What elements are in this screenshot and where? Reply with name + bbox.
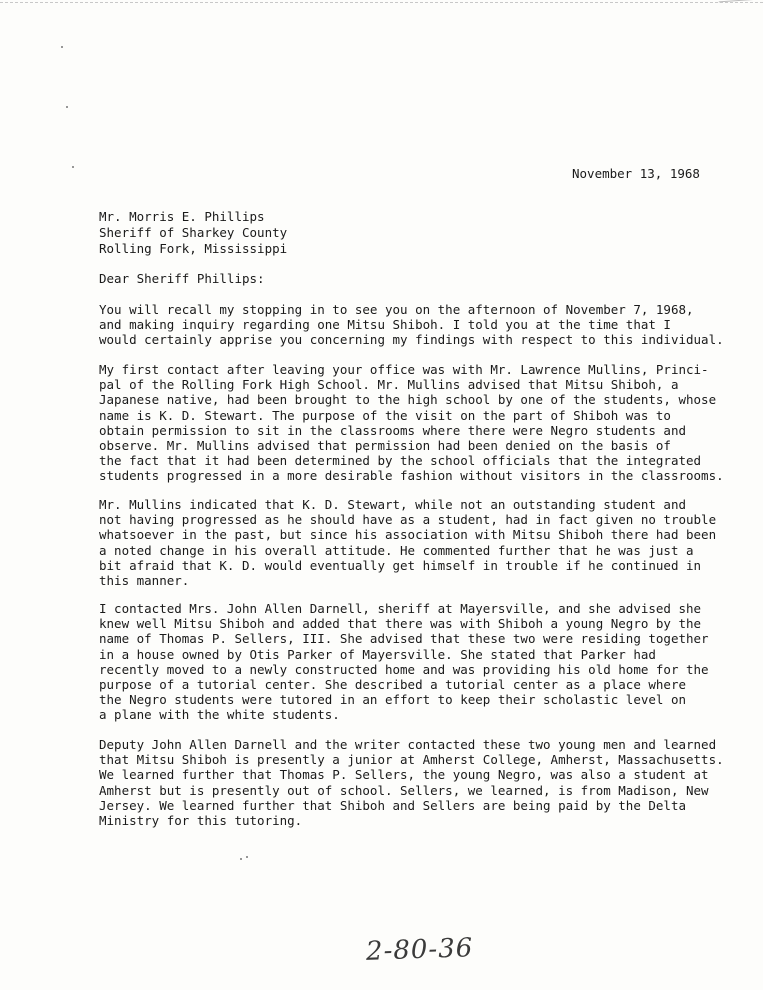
- paragraph-1: [99, 302, 724, 348]
- text-line: in a house owned by Otis Parker of Mayersville. She stated that Parker had: [99, 646, 656, 662]
- letter-date: November 13, 1968: [572, 166, 700, 181]
- text-line: name of Thomas P. Sellers, III. She advised that these two were residing together: [99, 631, 709, 647]
- text-line: Jersey. We learned further that Shiboh and Sellers are being paid by the Delta: [99, 797, 686, 813]
- text-line: We learned further that Thomas P. Sellers, the young Negro, was also a student at: [99, 767, 709, 783]
- text-line: You will recall my stopping in to see you on the afternoon of November 7, 1968,: [99, 302, 694, 317]
- text-line: Japanese native, had been brought to the high school by one of the students, whose: [99, 392, 717, 408]
- text-line: Deputy John Allen Darnell and the writer contacted these two young men and learned: [99, 737, 717, 752]
- text-line: recently moved to a newly constructed home and was providing his old home for the: [99, 661, 709, 677]
- salutation: Dear Sheriff Phillips:: [99, 271, 265, 286]
- text-line: students progressed in a more desirable fashion without visitors in the classrooms.: [99, 468, 724, 484]
- text-line: Ministry for this tutoring.: [99, 813, 303, 829]
- paragraph-4: [99, 601, 709, 723]
- paragraph-2: [99, 362, 724, 484]
- text-line: a plane with the white students.: [99, 707, 340, 723]
- text-line: obtain permission to sit in the classrooms where there were Negro students and: [99, 422, 686, 438]
- address-line: Rolling Fork, Mississippi: [99, 241, 288, 256]
- text-line: a noted change in his overall attitude. He commented further that he was just a: [99, 542, 694, 558]
- paper-speck: [66, 106, 68, 108]
- text-line: I contacted Mrs. John Allen Darnell, sheriff at Mayersville, and she advised she: [99, 601, 702, 616]
- recipient-address: [99, 209, 287, 257]
- text-line: pal of the Rolling Fork High School. Mr. Mullins advised that Mitsu Shiboh, a: [99, 377, 679, 393]
- text-line: Amherst but is presently out of school. Sellers, we learned, is from Madison, New: [99, 782, 709, 798]
- handwritten-file-number: 2-80-36: [365, 933, 474, 967]
- text-line: whatsoever in the past, but since his association with Mitsu Shiboh there had been: [99, 527, 717, 543]
- text-line: not having progressed as he should have as a student, had in fact given no trouble: [99, 512, 717, 528]
- text-line: knew well Mitsu Shiboh and added that there was with Shiboh a young Negro by the: [99, 616, 702, 632]
- text-line: purpose of a tutorial center. She described a tutorial center as a place where: [99, 677, 686, 693]
- paper-speck: [240, 858, 242, 860]
- top-edge-rule: [0, 2, 763, 3]
- paragraph-3: [99, 497, 716, 588]
- text-line: and making inquiry regarding one Mitsu Shiboh. I told you at the time that I: [99, 317, 671, 333]
- paragraph-5: [99, 737, 724, 828]
- text-line: the Negro students were tutored in an effort to keep their scholastic level on: [99, 692, 686, 708]
- address-line: Mr. Morris E. Phillips: [99, 209, 265, 224]
- text-line: bit afraid that K. D. would eventually get himself in trouble if he continued in: [99, 557, 702, 573]
- text-line: name is K. D. Stewart. The purpose of the visit on the part of Shiboh was to: [99, 407, 671, 423]
- text-line: Mr. Mullins indicated that K. D. Stewart, while not an outstanding student and: [99, 497, 686, 512]
- text-line: My first contact after leaving your office was with Mr. Lawrence Mullins, Princi-: [99, 362, 709, 377]
- text-line: that Mitsu Shiboh is presently a junior at Amherst College, Amherst, Massachusetts.: [99, 752, 724, 768]
- corner-mark: [719, 0, 760, 10]
- address-line: Sheriff of Sharkey County: [99, 225, 288, 240]
- text-line: the fact that it had been determined by the school officials that the integrated: [99, 453, 702, 469]
- text-line: observe. Mr. Mullins advised that permission had been denied on the basis of: [99, 438, 671, 454]
- paper-speck: [72, 166, 74, 168]
- text-line: would certainly apprise you concerning my findings with respect to this individual.: [99, 332, 724, 348]
- paper-speck: [246, 856, 248, 858]
- paper-speck: [61, 46, 63, 48]
- text-line: this manner.: [99, 573, 190, 589]
